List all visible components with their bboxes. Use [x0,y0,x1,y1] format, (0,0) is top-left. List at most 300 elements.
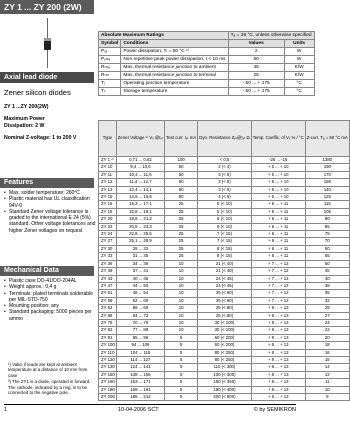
max-power-line2: Dissipation: 2 W [4,122,45,129]
nominal-voltage: Nominal Z-voltage: 1 to 200 V [4,135,77,142]
temp-coeff-cell: + 8 ... + 13 [251,305,305,312]
table-row [99,179,350,186]
dyn-resistance-cell: 25 (< 60) [198,290,251,297]
abs-value: - 50 ... + 175 [228,88,284,96]
abs-condition-note: Tₐ = 25 °C, unless otherwise specified [228,32,314,40]
temp-coeff-cell: + 5 ... + 10 [251,186,305,193]
test-current-cell: 10 [165,319,198,326]
table-row [99,164,350,171]
test-current-cell: 25 [165,216,198,223]
test-current-cell: 50 [165,171,198,178]
type-cell: ZY 51 [99,290,117,297]
type-cell: ZY 27 [99,238,117,245]
abs-value: 45 [228,64,284,72]
z-current-cell: 105 [305,208,349,215]
type-cell: ZY 36 [99,260,117,267]
temp-coeff-cell: + 5 ... + 10 [251,171,305,178]
abs-unit: K/W [284,72,314,80]
type-cell: ZY 200 [99,394,117,401]
table-row [99,201,350,208]
test-current-cell: 5 [165,349,198,356]
abs-col-conditions: Conditions [121,40,228,48]
table-row [99,186,350,193]
dyn-resistance-cell: 3 (< 5) [198,186,251,193]
dyn-resistance-cell: 150 (< 350) [198,379,251,386]
type-cell: ZY 22 [99,223,117,230]
abs-value: 2 [228,48,284,56]
z-current-cell: 125 [305,194,349,201]
temp-coeff-cell: + 8 ... + 13 [251,327,305,334]
temp-coeff-cell: + 6 ... + 11 [251,253,305,260]
abs-condition: Max. thermal resistance junction to ambient [121,64,228,72]
type-cell: ZY 75 [99,319,117,326]
table-row [99,157,350,164]
abs-row [99,64,315,72]
type-cell: ZY 82 [99,327,117,334]
abs-row [99,88,315,96]
dyn-resistance-cell: < 0,5 [198,157,251,164]
mech-item: • Plastic case DO-41/DO-204AL [4,278,96,284]
dyn-resistance-cell: 6 (< 10) [198,223,251,230]
type-cell: ZY 180 [99,386,117,393]
temp-coeff-cell: + 5 ... + 10 [251,179,305,186]
abs-condition: Operating junction temperature [121,80,228,88]
temp-coeff-cell: + 8 ... + 13 [251,364,305,371]
temp-coeff-cell: + 6 ... + 11 [251,223,305,230]
type-cell: ZY 100 [99,342,117,349]
abs-title: Absolute Maximum Ratings [99,32,229,40]
table-row [99,297,350,304]
temp-coeff-cell: -26 ... -16 [251,157,305,164]
absolute-max-ratings-table [98,31,315,96]
abs-symbol: Rₜₕₐ [99,64,121,72]
zener-voltage-cell: 28 ... 32 [116,245,164,252]
z-current-cell: 38 [305,282,349,289]
temp-coeff-cell: + 6 ... + 11 [251,245,305,252]
dyn-resistance-cell: 60 (< 200) [198,342,251,349]
test-current-cell: 5 [165,364,198,371]
test-current-cell: 5 [165,342,198,349]
type-cell: ZY 18 [99,208,117,215]
test-current-cell: 25 [165,238,198,245]
dyn-resistance-cell: 180 (< 400) [198,386,251,393]
temp-coeff-cell: + 7 ... + 12 [251,290,305,297]
type-cell: ZY 1 ²⁾ [99,157,117,164]
mech-item: • Weight approx.: 0,4 g [4,284,96,290]
z-current-cell: 18 [305,342,349,349]
temp-coeff-cell: + 5 ... + 10 [251,164,305,171]
type-cell: ZY 110 [99,349,117,356]
temp-coeff-cell: + 8 ... + 13 [251,379,305,386]
type-cell: ZY 30 [99,245,117,252]
zener-voltage-cell: 168 ... 191 [116,386,164,393]
table-row [99,245,350,252]
table-row [99,208,350,215]
abs-symbol: Pₓₘₓ [99,56,121,64]
temp-coeff-cell: + 6 ... + 11 [251,238,305,245]
z-current-cell: 16 [305,349,349,356]
dyn-resistance-cell: 8 (< 15) [198,245,251,252]
type-cell: ZY 47 [99,282,117,289]
abs-row [99,80,315,88]
test-current-cell: 50 [165,194,198,201]
type-cell: ZY 130 [99,364,117,371]
dyn-resistance-cell: 25 (< 80) [198,312,251,319]
table-row [99,223,350,230]
test-current-cell: 10 [165,282,198,289]
temp-coeff-cell: + 7 ... + 12 [251,297,305,304]
table-row [99,194,350,201]
col-zener-voltage: Zener Voltage ¹⁾ Vₓ @Iₓₜ [116,121,164,157]
table-row [99,342,350,349]
test-current-cell: 5 [165,371,198,378]
abs-condition: Non repetitive peak power dissipation, t < 10 ms [121,56,228,64]
test-current-cell: 10 [165,297,198,304]
zener-voltage-cell: 34 ... 38 [116,260,164,267]
temp-coeff-cell: + 8 ... + 13 [251,356,305,363]
dyn-resistance-cell: 130 (< 300) [198,371,251,378]
dyn-resistance-cell: 7 (< 15) [198,238,251,245]
test-current-cell: 25 [165,208,198,215]
abs-symbol: Tₛ [99,88,121,96]
abs-col-units: Units [284,40,314,48]
dyn-resistance-cell: 8 (< 15) [198,253,251,260]
test-current-cell: 10 [165,268,198,275]
test-current-cell: 5 [165,379,198,386]
test-current-cell: 10 [165,327,198,334]
abs-col-values: Values [228,40,284,48]
col-test-current: Test curr. Iₓₜ mA [165,121,198,157]
z-current-cell: 12 [305,371,349,378]
zener-voltage-cell: 94 ... 106 [116,342,164,349]
temp-coeff-cell: + 6 ... + 11 [251,201,305,208]
test-current-cell: 50 [165,179,198,186]
zener-voltage-cell: 138 ... 156 [116,371,164,378]
dyn-resistance-cell: 60 (< 200) [198,334,251,341]
abs-condition: Max. thermal resistance junction to terminal [121,72,228,80]
test-current-cell: 25 [165,223,198,230]
dyn-resistance-cell: 25 (< 60) [198,297,251,304]
abs-value: 60 [228,56,284,64]
z-current-cell: 10 [305,386,349,393]
z-current-cell: 9 [305,394,349,401]
dyn-resistance-cell: 30 (< 100) [198,319,251,326]
type-cell: ZY 13 [99,186,117,193]
abs-value: 25 [228,72,284,80]
zener-voltage-cell: 10,4 ... 11,6 [116,171,164,178]
z-current-cell: 15 [305,356,349,363]
z-current-cell: 1380 [305,157,349,164]
col-type: Type [99,121,117,157]
dyn-resistance-cell: 80 (< 250) [198,356,251,363]
zener-voltage-cell: 188 ... 212 [116,394,164,401]
axial-lead-label: Axial lead diode [0,72,94,83]
col-dyn-resistance: Dyn. Resistance Zₓₜ@Iₓₜ Ω [198,121,251,157]
test-current-cell: 10 [165,290,198,297]
dyn-resistance-cell: 21 (< 40) [198,268,251,275]
table-row [99,334,350,341]
z-current-cell: 50 [305,260,349,267]
table-row [99,364,350,371]
mech-item: • Standard packaging: 5000 pieces per ammo [4,309,96,322]
mech-item: • Terminals: plated terminals solderable per MIL-STD-750 [4,291,96,304]
zener-voltage-cell: 44 ... 50 [116,282,164,289]
abs-unit: K/W [284,64,314,72]
zener-voltage-cell: 77 ... 88 [116,327,164,334]
dyn-resistance-cell: 4 (< 6) [198,194,251,201]
col-z-current: Z-curr. Tₐ = 50 °C mA [305,121,349,157]
temp-coeff-cell: + 8 ... + 13 [251,312,305,319]
dyn-resistance-cell: 110 (< 300) [198,364,251,371]
type-cell: ZY 10 [99,164,117,171]
col-temp-coeff: Temp. Coeffic. of Vₓ % / °C [251,121,305,157]
zener-voltage-cell: 40 ... 46 [116,275,164,282]
table-row [99,327,350,334]
abs-value: - 50 ... + 175 [228,80,284,88]
table-row [99,238,350,245]
dyn-resistance-cell: 30 (< 100) [198,327,251,334]
test-current-cell: 25 [165,253,198,260]
zener-types-table [98,120,350,401]
z-current-cell: 85 [305,223,349,230]
zener-voltage-cell: 18,8 ... 21,2 [116,216,164,223]
cathode-band [44,38,51,41]
test-current-cell: 10 [165,312,198,319]
type-cell: ZY 43 [99,275,117,282]
temp-coeff-cell: + 7 ... + 12 [251,282,305,289]
zener-voltage-cell: 48 ... 54 [116,290,164,297]
table-row [99,394,350,401]
zener-voltage-cell: 13,8 ... 15,6 [116,194,164,201]
table-row [99,319,350,326]
zener-voltage-cell: 85 ... 96 [116,334,164,341]
abs-symbol: Tⱼ [99,80,121,88]
zener-voltage-cell: 58 ... 66 [116,305,164,312]
dyn-resistance-cell: 200 (< 500) [198,394,251,401]
zener-voltage-cell: 70 ... 79 [116,319,164,326]
test-current-cell: 25 [165,245,198,252]
max-power-line1: Maximum Power [4,116,45,123]
test-current-cell: 50 [165,186,198,193]
temp-coeff-cell: + 8 ... + 13 [251,334,305,341]
abs-symbol: Rₜₕₜ [99,72,121,80]
test-current-cell: 5 [165,334,198,341]
abs-unit: °C [284,80,314,88]
z-current-cell: 40 [305,275,349,282]
z-current-cell: 11 [305,379,349,386]
test-current-cell: 100 [165,157,198,164]
z-current-cell: 35 [305,290,349,297]
z-current-cell: 140 [305,186,349,193]
dyn-resistance-cell: 24 (< 45) [198,282,251,289]
page-number: 1 [4,407,8,413]
abs-row [99,56,315,64]
type-cell: ZY 15 [99,194,117,201]
table-row [99,260,350,267]
table-row [99,379,350,386]
type-cell: ZY 150 [99,371,117,378]
table-row [99,349,350,356]
dyn-resistance-cell: 80 (< 250) [198,349,251,356]
zener-voltage-cell: 12,4 ... 14,1 [116,186,164,193]
zener-voltage-cell: 104 ... 116 [116,349,164,356]
z-current-cell: 90 [305,216,349,223]
zener-voltage-cell: 37 ... 41 [116,268,164,275]
temp-coeff-cell: + 8 ... + 13 [251,386,305,393]
dyn-resistance-cell: 3 (< 5) [198,179,251,186]
zener-voltage-cell: 114 ... 127 [116,356,164,363]
footnote-1: ¹) Valid, if leads are kept at ambient temperature at a distance of 10 mm from case [8,362,88,378]
dyn-resistance-cell: 24 (< 45) [198,275,251,282]
test-current-cell: 5 [165,386,198,393]
zener-voltage-cell: 153 ... 171 [116,379,164,386]
dyn-resistance-cell: 21 (< 40) [198,260,251,267]
zener-voltage-cell: 64 ... 72 [116,312,164,319]
dyn-resistance-cell: 3 (< 5) [198,171,251,178]
z-current-cell: 27 [305,312,349,319]
type-cell: ZY 91 [99,334,117,341]
copyright: © by SEMIKRON [253,407,296,413]
table-row [99,312,350,319]
type-cell: ZY 62 [99,305,117,312]
z-current-cell: 115 [305,201,349,208]
type-cell: ZY 12 [99,179,117,186]
zener-voltage-cell: 52 ... 60 [116,297,164,304]
abs-unit: W [284,48,314,56]
temp-coeff-cell: + 7 ... + 12 [251,275,305,282]
test-current-cell: 5 [165,356,198,363]
product-range: ZY 1 ...ZY 200(2W) [4,104,49,110]
z-current-cell: 75 [305,231,349,238]
type-cell: ZY 68 [99,312,117,319]
dyn-resistance-cell: 5 (< 10) [198,201,251,208]
footer-rule [4,404,296,405]
z-current-cell: 45 [305,268,349,275]
zener-voltage-cell: 0,71 ... 0,82 [116,157,164,164]
type-cell: ZY 11 [99,171,117,178]
zener-voltage-cell: 9,4 ... 10,6 [116,164,164,171]
test-current-cell: 10 [165,305,198,312]
temp-coeff-cell: + 8 ... + 13 [251,371,305,378]
type-cell: ZY 120 [99,356,117,363]
table-row [99,282,350,289]
dyn-resistance-cell: 7 (< 15) [198,231,251,238]
z-current-cell: 60 [305,245,349,252]
footnote-2: ²) The ZY1 is a diode, operated in forward. The cathode, indicated by a ring, is to be connected to the negative pole. [8,379,91,396]
table-row [99,371,350,378]
z-current-cell: 14 [305,364,349,371]
test-current-cell: 10 [165,260,198,267]
datasheet-title: ZY 1 ... ZY 200 (2W) [0,0,94,14]
type-cell: ZY 16 [99,201,117,208]
temp-coeff-cell: + 8 ... + 13 [251,394,305,401]
abs-col-symbol: Symbol [99,40,121,48]
table-row [99,268,350,275]
type-cell: ZY 24 [99,231,117,238]
z-current-cell: 55 [305,253,349,260]
z-current-cell: 24 [305,319,349,326]
abs-condition: Storage temperature [121,88,228,96]
temp-coeff-cell: + 7 ... + 12 [251,260,305,267]
revision-date: 10-04-2006 SCT [118,407,159,413]
table-row [99,356,350,363]
abs-unit: °C [284,88,314,96]
z-current-cell: 32 [305,297,349,304]
abs-symbol: Pₓₓ [99,48,121,56]
zener-voltage-cell: 20,8 ... 23,3 [116,223,164,230]
type-cell: ZY 39 [99,268,117,275]
z-current-cell: 70 [305,238,349,245]
features-list [4,190,96,234]
type-cell: ZY 160 [99,379,117,386]
table-row [99,275,350,282]
mechanical-data-heading: Mechanical Data [0,266,94,276]
abs-unit: W [284,56,314,64]
feature-item: • Plastic material has UL classification 94V-0 [4,196,96,209]
features-heading: Features [0,178,94,188]
zener-voltage-cell: 16,8 ... 19,1 [116,208,164,215]
table-row [99,253,350,260]
test-current-cell: 50 [165,164,198,171]
zener-voltage-cell: 25,1 ... 28,9 [116,238,164,245]
temp-coeff-cell: + 7 ... + 12 [251,268,305,275]
diode-illustration [4,18,94,68]
z-current-cell: 190 [305,164,349,171]
diode-lead-top [47,18,48,38]
z-current-cell: 170 [305,171,349,178]
table-row [99,216,350,223]
dyn-resistance-cell: 6 (< 10) [198,216,251,223]
zener-voltage-cell: 124 ... 141 [116,364,164,371]
temp-coeff-cell: + 8 ... + 13 [251,319,305,326]
mechanical-data-list [4,278,96,322]
diode-lead-bottom [47,50,48,68]
table-row [99,305,350,312]
type-cell: ZY 56 [99,297,117,304]
zener-voltage-cell: 31 ... 35 [116,253,164,260]
product-subtitle: Zener silicon diodes [4,88,71,97]
test-current-cell: 25 [165,231,198,238]
abs-row [99,72,315,80]
abs-condition: Power dissipation, Tₗ = 50 °C ¹⁾ [121,48,228,56]
temp-coeff-cell: + 8 ... + 13 [251,342,305,349]
feature-item: • Max. solder temperature: 260°C [4,190,96,196]
type-cell: ZY 33 [99,253,117,260]
temp-coeff-cell: + 6 ... + 11 [251,208,305,215]
table-row [99,386,350,393]
abs-row [99,48,315,56]
z-current-cell: 29 [305,305,349,312]
table-row [99,171,350,178]
z-current-cell: 155 [305,179,349,186]
temp-coeff-cell: + 5 ... + 10 [251,194,305,201]
footnotes [4,362,96,396]
table-row [99,290,350,297]
product-summary [4,88,98,142]
temp-coeff-cell: + 6 ... + 11 [251,216,305,223]
zener-voltage-cell: 15,3 ... 17,1 [116,201,164,208]
test-current-cell: 5 [165,394,198,401]
test-current-cell: 25 [165,201,198,208]
mech-item: • Mounting position: any [4,303,96,309]
test-current-cell: 10 [165,275,198,282]
temp-coeff-cell: + 8 ... + 13 [251,349,305,356]
dyn-resistance-cell: 25 (< 80) [198,305,251,312]
type-cell: ZY 20 [99,216,117,223]
z-current-cell: 20 [305,334,349,341]
zener-voltage-cell: 11,4 ... 12,7 [116,179,164,186]
feature-item: • Standard Zener voltage tolerance is graded to the international E 24 (5%) standard. Other voltage tolerances and higher Zener voltages on request [4,209,96,234]
